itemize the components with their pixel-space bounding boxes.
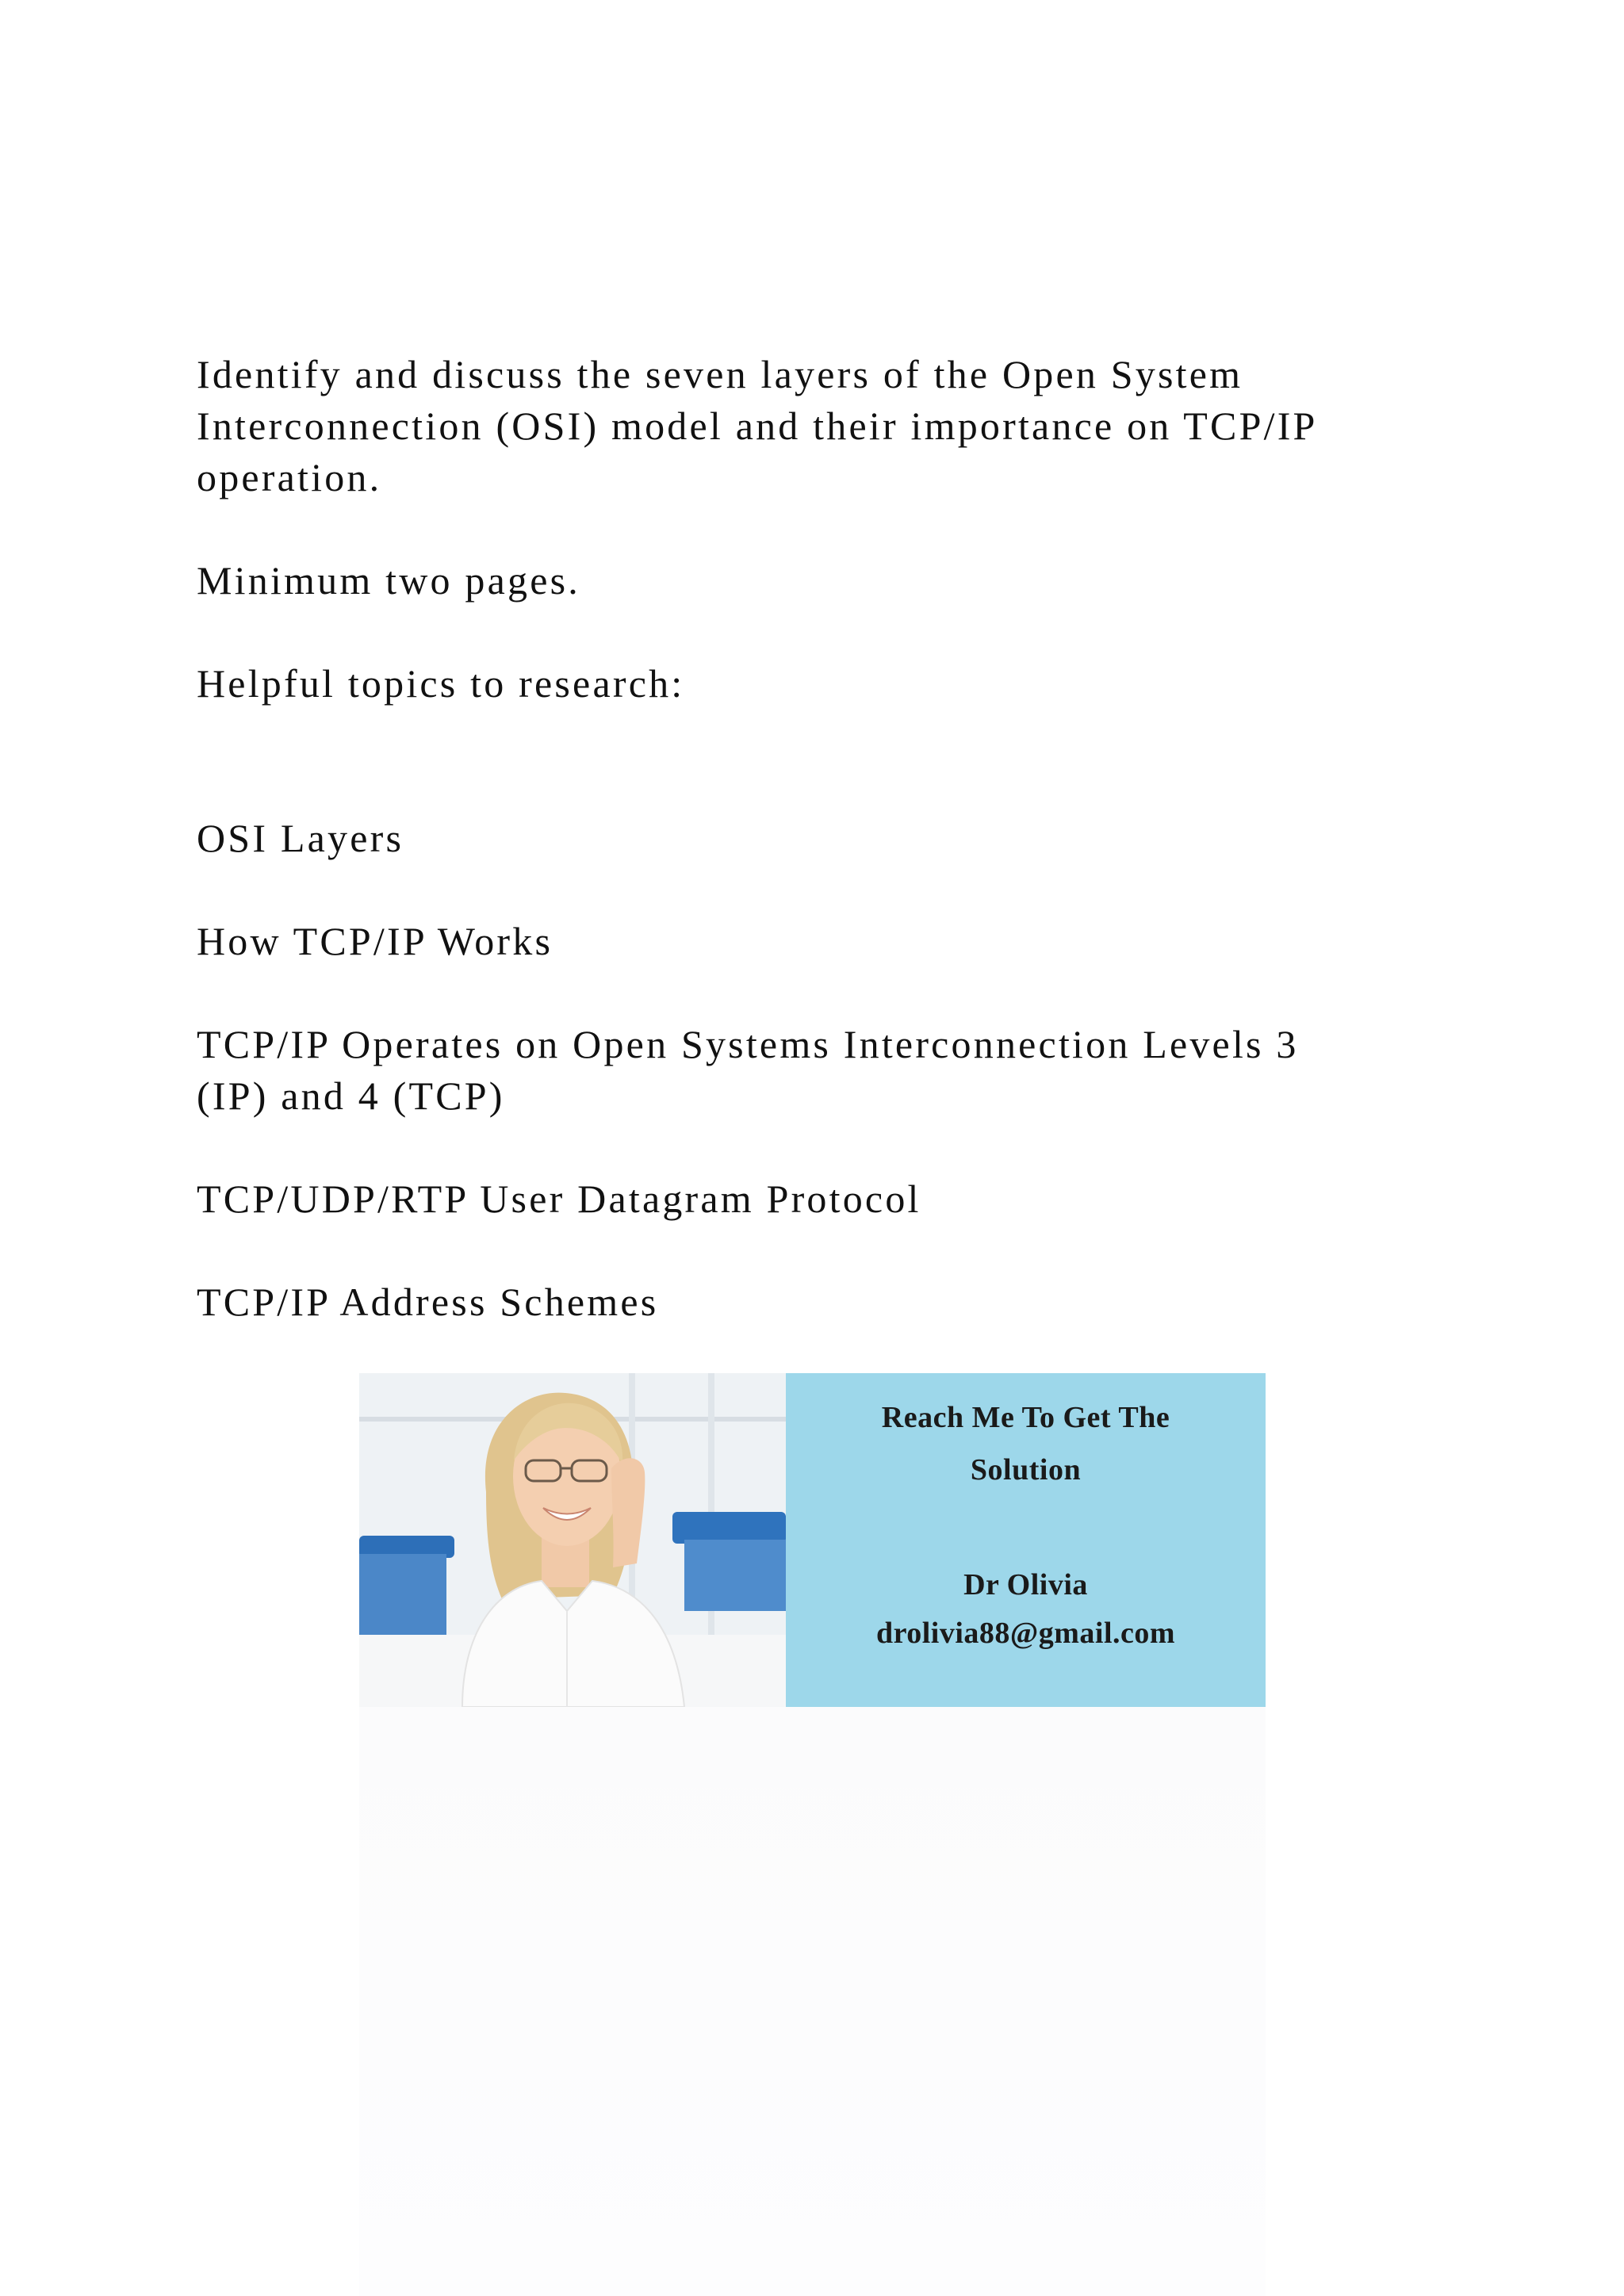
- page-shadow: [359, 1707, 1266, 2296]
- cta-line-1: Reach Me To Get The: [881, 1401, 1170, 1434]
- contact-name: Dr Olivia: [963, 1568, 1088, 1601]
- assignment-prompt: Identify and discuss the seven layers of the Open System Interconnection (OSI) model and their importance on TCP/IP operation.: [197, 352, 1318, 499]
- contact-panel: [786, 1373, 1266, 1707]
- topics-heading: Helpful topics to research:: [197, 661, 685, 706]
- topic-item: OSI Layers: [197, 816, 404, 860]
- contact-banner: [359, 1373, 1266, 1707]
- cta-line-2: Solution: [970, 1453, 1082, 1487]
- page-requirement: Minimum two pages.: [197, 558, 580, 603]
- woman-photo: [359, 1373, 786, 1707]
- woman-illustration-icon: [359, 1373, 786, 1707]
- topic-item: TCP/UDP/RTP User Datagram Protocol: [197, 1177, 921, 1221]
- topic-item: How TCP/IP Works: [197, 919, 553, 963]
- topic-item: TCP/IP Address Schemes: [197, 1280, 659, 1324]
- topic-item: TCP/IP Operates on Open Systems Interconnection Levels 3 (IP) and 4 (TCP): [197, 1022, 1299, 1118]
- contact-email: drolivia88@gmail.com: [875, 1617, 1176, 1650]
- assignment-text: [197, 349, 1434, 1328]
